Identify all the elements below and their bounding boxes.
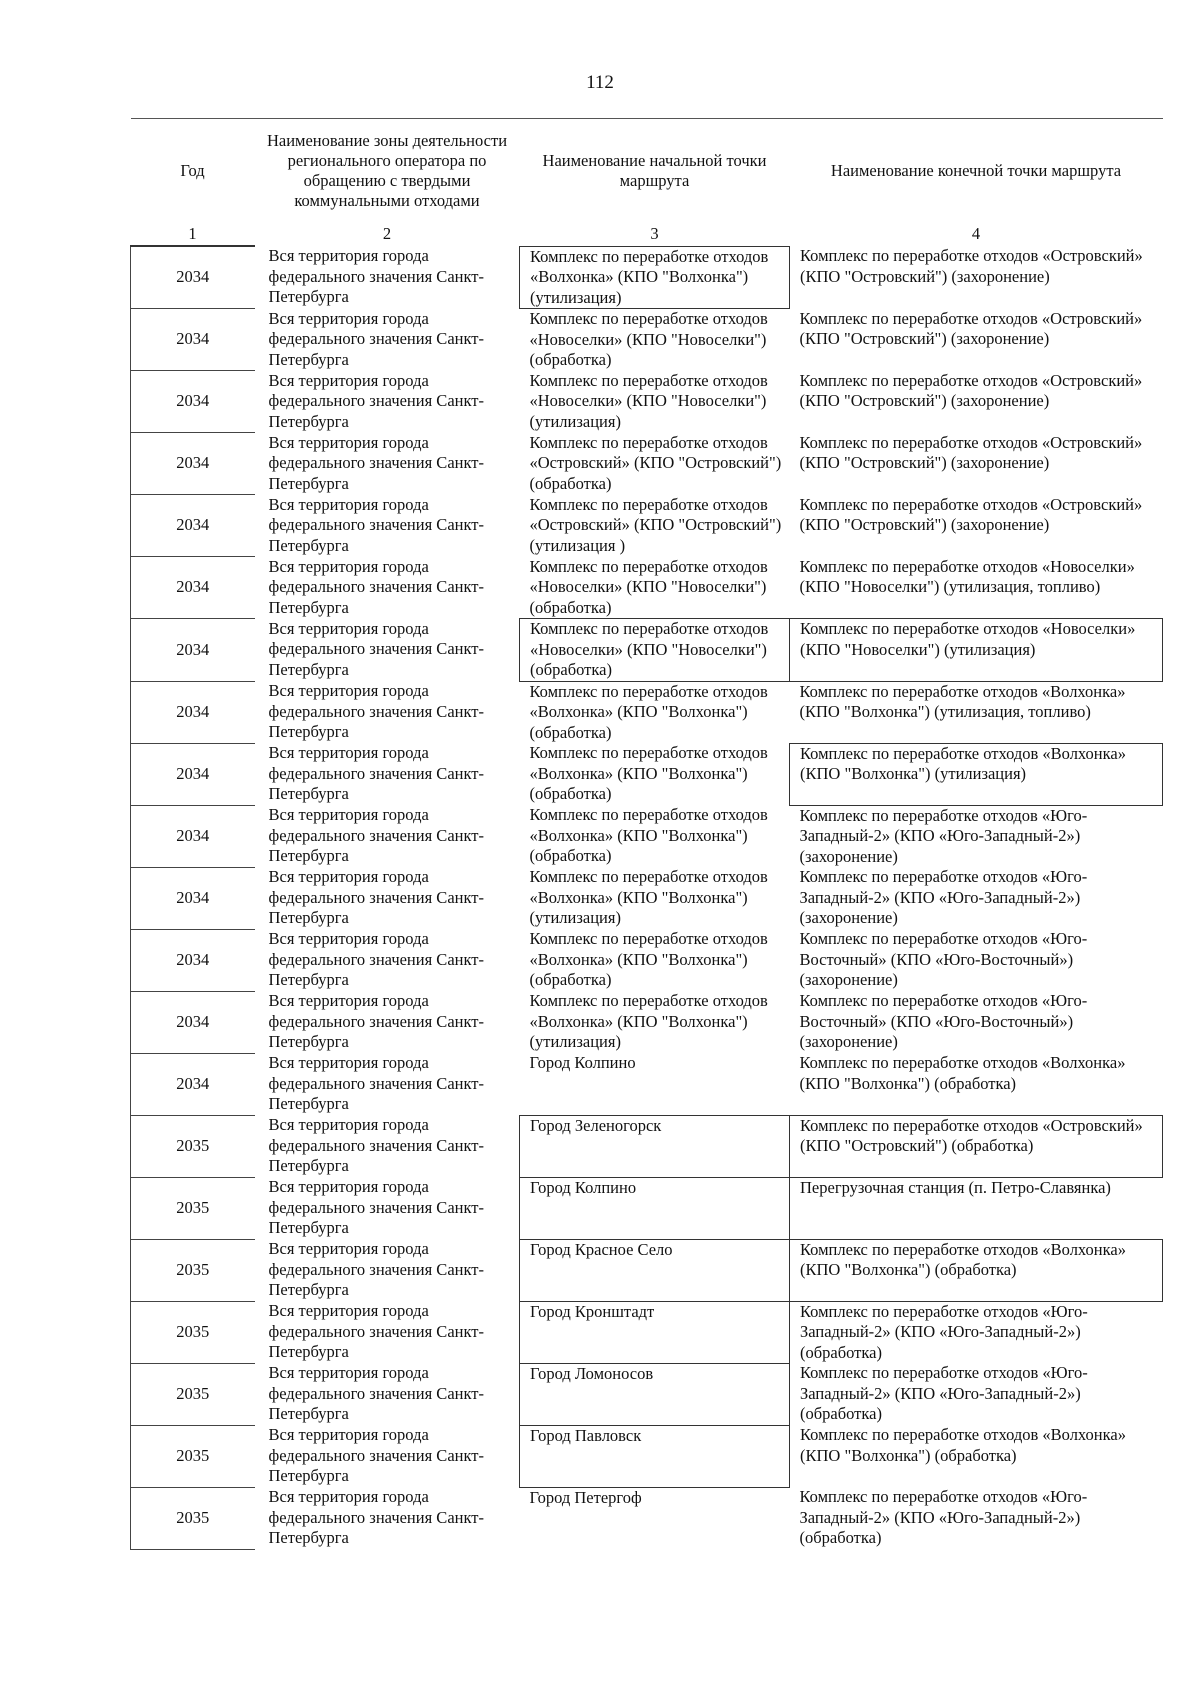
cell-zone: Вся территория города федерального значения Санкт-Петербурга <box>268 618 484 679</box>
cell-zone: Вся территория города федерального значения Санкт-Петербурга <box>268 867 484 927</box>
cell-start-point: Комплекс по переработке отходов «Новоселки» (КПО "Новоселки") (утилизация) <box>529 370 768 431</box>
cell-zone: Вся территория города федерального значения Санкт-Петербурга <box>268 1425 484 1485</box>
cell-zone: Вся территория города федерального значения Санкт-Петербурга <box>268 1487 484 1547</box>
table-body <box>131 246 1163 1549</box>
cell-start-point: Комплекс по переработке отходов «Островский» (КПО "Островский") (утилизация ) <box>529 494 782 555</box>
cell-year: 2035 <box>131 1425 255 1487</box>
cell-year: 2034 <box>131 309 255 371</box>
cell-start-point: Комплекс по переработке отходов «Новоселки» (КПО "Новоселки") (обработка) <box>520 619 790 682</box>
table-row <box>131 1301 1163 1363</box>
cell-end-point: Комплекс по переработке отходов «Островский» (КПО "Островский") (захоронение) <box>799 494 1143 534</box>
cell-start-point: Комплекс по переработке отходов «Волхонка» (КПО "Волхонка") (обработка) <box>529 929 768 989</box>
column-number-row <box>131 223 1163 246</box>
cell-zone: Вся территория города федерального значения Санкт-Петербурга <box>268 432 484 493</box>
cell-start-point: Город Зеленогорск <box>520 1115 790 1177</box>
cell-year: 2035 <box>131 1363 255 1425</box>
cell-year: 2034 <box>131 557 255 619</box>
table-row <box>131 371 1163 433</box>
cell-end-point: Комплекс по переработке отходов «Новоселки» (КПО "Новоселки") (утилизация, топливо) <box>799 556 1135 596</box>
cell-year: 2034 <box>131 929 255 991</box>
cell-year: 2034 <box>131 681 255 743</box>
cell-year: 2034 <box>131 805 255 867</box>
table-row <box>131 1363 1163 1425</box>
table-row <box>131 1239 1163 1301</box>
table-row <box>131 929 1163 991</box>
cell-year: 2034 <box>131 743 255 805</box>
table-row <box>131 1115 1163 1177</box>
cell-zone: Вся территория города федерального значения Санкт-Петербурга <box>268 991 484 1051</box>
cell-end-point: Комплекс по переработке отходов «Юго-Западный-2» (КПО «Юго-Западный-2») (обработка) <box>800 1363 1088 1423</box>
cell-zone: Вся территория города федерального значения Санкт-Петербурга <box>268 1177 484 1237</box>
cell-year: 2034 <box>131 991 255 1053</box>
cell-zone: Вся территория города федерального значения Санкт-Петербурга <box>268 1363 484 1423</box>
cell-year: 2035 <box>131 1301 255 1363</box>
cell-end-point: Комплекс по переработке отходов «Островский» (КПО "Островский") (захоронение) <box>799 370 1143 410</box>
cell-year: 2034 <box>131 246 255 309</box>
cell-start-point: Комплекс по переработке отходов «Островский» (КПО "Островский") (обработка) <box>529 432 782 493</box>
cell-zone: Вся территория города федерального значения Санкт-Петербурга <box>268 805 484 865</box>
cell-zone: Вся территория города федерального значения Санкт-Петербурга <box>268 1053 484 1113</box>
table-row <box>131 867 1163 929</box>
table-row <box>131 991 1163 1053</box>
routes-table <box>130 118 1163 1550</box>
cell-year: 2035 <box>131 1487 255 1549</box>
header-end-point: Наименование конечной точки маршрута <box>790 119 1163 224</box>
cell-start-point: Комплекс по переработке отходов «Волхонка» (КПО "Волхонка") (обработка) <box>529 681 768 742</box>
cell-end-point: Комплекс по переработке отходов «Юго-Западный-2» (КПО «Юго-Западный-2») (захоронение) <box>799 805 1088 866</box>
cell-start-point: Город Кронштадт <box>520 1301 790 1363</box>
column-number: 3 <box>650 224 659 243</box>
table-row <box>131 309 1163 371</box>
header-zone: Наименование зоны деятельности регионального оператора по обращению с твердыми коммунальными отходами <box>255 119 520 224</box>
table-row <box>131 495 1163 557</box>
cell-year: 2034 <box>131 867 255 929</box>
cell-zone: Вся территория города федерального значения Санкт-Петербурга <box>268 743 484 803</box>
cell-start-point: Комплекс по переработке отходов «Волхонка» (КПО "Волхонка") (утилизация) <box>520 246 790 309</box>
cell-zone: Вся территория города федерального значения Санкт-Петербурга <box>268 681 484 741</box>
cell-zone: Вся территория города федерального значения Санкт-Петербурга <box>268 1239 484 1299</box>
header-start-point: Наименование начальной точки маршрута <box>520 119 790 224</box>
table-row <box>131 681 1163 743</box>
column-number: 2 <box>382 224 392 244</box>
cell-start-point: Город Красное Село <box>520 1239 790 1301</box>
cell-year: 2034 <box>131 619 255 682</box>
cell-zone: Вся территория города федерального значения Санкт-Петербурга <box>268 246 484 306</box>
cell-end-point: Перегрузочная станция (п. Петро-Славянка) <box>800 1177 1111 1197</box>
cell-start-point: Город Колпино <box>529 1053 636 1072</box>
table-row <box>131 1487 1163 1549</box>
cell-end-point: Комплекс по переработке отходов «Волхонка» (КПО "Волхонка") (обработка) <box>799 1053 1126 1093</box>
column-number: 4 <box>971 224 981 244</box>
cell-zone: Вся территория города федерального значения Санкт-Петербурга <box>268 308 484 369</box>
cell-zone: Вся территория города федерального значения Санкт-Петербурга <box>268 556 484 617</box>
cell-start-point: Комплекс по переработке отходов «Новоселки» (КПО "Новоселки") (обработка) <box>529 556 768 617</box>
table-row <box>131 557 1163 619</box>
table-row <box>131 805 1163 867</box>
cell-end-point: Комплекс по переработке отходов «Островский» (КПО "Островский") (захоронение) <box>800 246 1143 286</box>
cell-end-point: Комплекс по переработке отходов «Юго-Западный-2» (КПО «Юго-Западный-2») (захоронение) <box>799 867 1088 927</box>
table-row <box>131 1053 1163 1115</box>
cell-end-point: Комплекс по переработке отходов «Островский» (КПО "Островский") (захоронение) <box>799 308 1143 348</box>
cell-start-point: Город Колпино <box>520 1177 790 1239</box>
table-row <box>131 246 1163 309</box>
cell-start-point: Город Петергоф <box>529 1487 642 1507</box>
cell-end-point: Комплекс по переработке отходов «Волхонка» (КПО "Волхонка") (утилизация, топливо) <box>799 681 1126 721</box>
page-number: 112 <box>586 72 614 93</box>
cell-year: 2035 <box>131 1239 255 1301</box>
cell-zone: Вся территория города федерального значения Санкт-Петербурга <box>268 1301 484 1361</box>
cell-start-point: Комплекс по переработке отходов «Волхонка» (КПО "Волхонка") (обработка) <box>529 743 768 803</box>
cell-year: 2034 <box>131 1053 255 1115</box>
cell-year: 2035 <box>131 1115 255 1177</box>
cell-end-point: Комплекс по переработке отходов «Юго-Западный-2» (КПО «Юго-Западный-2») (обработка) <box>799 1487 1088 1547</box>
cell-start-point: Город Павловск <box>520 1425 790 1487</box>
cell-zone: Вся территория города федерального значения Санкт-Петербурга <box>268 929 484 989</box>
cell-start-point: Город Ломоносов <box>520 1363 790 1425</box>
cell-end-point: Комплекс по переработке отходов «Юго-Восточный» (КПО «Юго-Восточный») (захоронение) <box>799 929 1088 989</box>
cell-zone: Вся территория города федерального значения Санкт-Петербурга <box>268 1115 484 1175</box>
cell-end-point: Комплекс по переработке отходов «Волхонка» (КПО "Волхонка") (утилизация) <box>790 743 1163 805</box>
table-row <box>131 1425 1163 1487</box>
cell-end-point: Комплекс по переработке отходов «Новоселки» (КПО "Новоселки") (утилизация) <box>790 619 1163 682</box>
table-header <box>131 119 1163 247</box>
table-row <box>131 743 1163 805</box>
cell-zone: Вся территория города федерального значения Санкт-Петербурга <box>268 370 484 431</box>
table-row <box>131 619 1163 682</box>
cell-start-point: Комплекс по переработке отходов «Волхонка» (КПО "Волхонка") (утилизация) <box>529 991 768 1051</box>
table-row <box>131 1177 1163 1239</box>
cell-end-point: Комплекс по переработке отходов «Юго-Западный-2» (КПО «Юго-Западный-2») (обработка) <box>800 1301 1088 1362</box>
cell-year: 2034 <box>131 371 255 433</box>
cell-end-point: Комплекс по переработке отходов «Островский» (КПО "Островский") (захоронение) <box>799 432 1143 472</box>
cell-zone: Вся территория города федерального значения Санкт-Петербурга <box>268 494 484 555</box>
cell-start-point: Комплекс по переработке отходов «Новоселки» (КПО "Новоселки") (обработка) <box>529 309 768 369</box>
cell-year: 2035 <box>131 1177 255 1239</box>
cell-year: 2034 <box>131 495 255 557</box>
cell-end-point: Комплекс по переработке отходов «Юго-Восточный» (КПО «Юго-Восточный») (захоронение) <box>799 991 1088 1051</box>
cell-end-point: Комплекс по переработке отходов «Волхонка» (КПО "Волхонка") (обработка) <box>800 1425 1126 1465</box>
header-year: Год <box>131 119 255 224</box>
cell-end-point: Комплекс по переработке отходов «Островский» (КПО "Островский") (обработка) <box>790 1115 1163 1177</box>
cell-start-point: Комплекс по переработке отходов «Волхонка» (КПО "Волхонка") (утилизация) <box>529 867 768 927</box>
header-row <box>131 119 1163 224</box>
cell-year: 2034 <box>131 433 255 495</box>
cell-start-point: Комплекс по переработке отходов «Волхонка» (КПО "Волхонка") (обработка) <box>529 805 768 865</box>
table-row <box>131 433 1163 495</box>
column-number: 1 <box>188 223 197 243</box>
cell-end-point: Комплекс по переработке отходов «Волхонка» (КПО "Волхонка") (обработка) <box>790 1239 1163 1301</box>
